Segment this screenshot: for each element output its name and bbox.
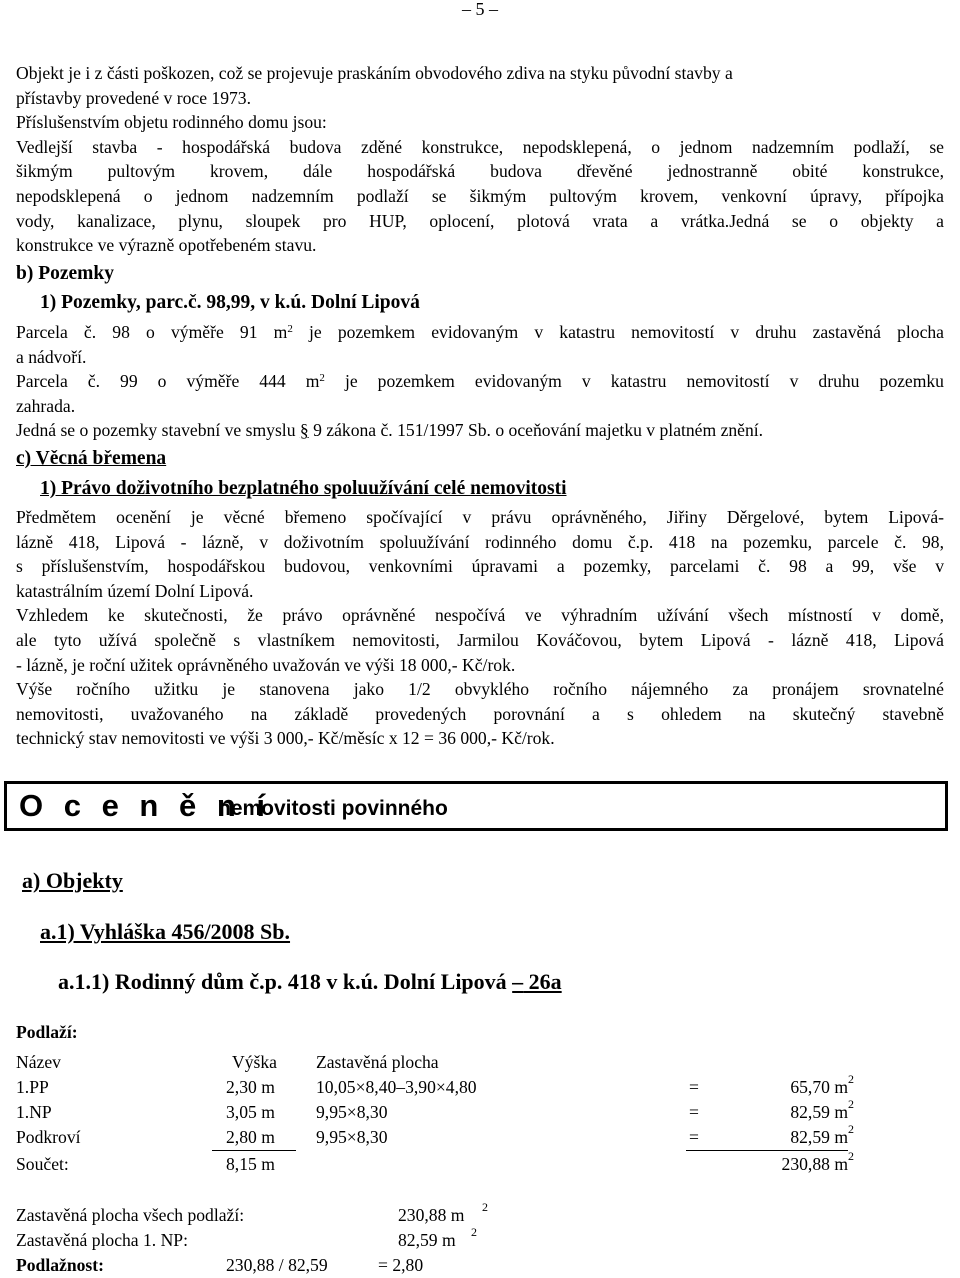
house-code: 26a — [523, 969, 562, 994]
text-line: přístavby provedené v roce 1973. — [16, 87, 251, 108]
text-line: ale tyto užívá společně s vlastníkem nemovitosti, Jarmilou Kováčovou, bytem Lipová - lázně 418, Lipová — [16, 629, 944, 650]
floor-name: Podkroví — [16, 1127, 81, 1147]
floor-area: 65,70 m — [790, 1077, 848, 1097]
section-b-title: b) Pozemky — [16, 263, 115, 284]
floor-height: 2,80 m — [226, 1127, 275, 1147]
section-b-subtitle: 1) Pozemky, parc.č. 98,99, v k.ú. Dolní Lipová — [40, 292, 420, 313]
text-line: Vzhledem ke skutečnosti, že právo oprávněné nespočívá ve výhradním užívání všech místností v domě, — [16, 605, 944, 626]
text-line: nemovitosti, uvažovaného na základě provedených porovnání a s ohledem na skutečný stavebně — [16, 703, 944, 724]
floor-ratio-label: Podlažnost: — [16, 1255, 104, 1275]
text-line: s příslušenstvím, hospodářskou budovou, venkovními úpravami a pozemky, parcelami č. 98 a 99, vše v — [16, 556, 944, 577]
parcel-98-line-2: a nádvoří. — [16, 346, 87, 367]
header-height: Výška — [232, 1052, 277, 1072]
floor-calc: 10,05×8,40–3,90×4,80 — [316, 1077, 477, 1097]
superscript: 2 — [482, 1200, 488, 1214]
house-heading — [58, 969, 562, 995]
floor-eq: = — [689, 1127, 699, 1147]
floor-area: 82,59 m — [790, 1127, 848, 1147]
built-area-np-value: 82,59 m — [398, 1230, 456, 1250]
page-number: – 5 – — [462, 0, 498, 19]
parcel-98-line — [16, 320, 944, 345]
sum-divider — [686, 1150, 848, 1151]
text-line: technický stav nemovitosti ve výši 3 000,- Kč/měsíc x 12 = 36 000,- Kč/rok. — [16, 728, 555, 749]
parcel-99-line-2: zahrada. — [16, 395, 76, 416]
parcel-99-text-a: Parcela č. 99 o výměře 444 m — [16, 371, 320, 392]
accessories-label: Příslušenstvím objetu rodinného domu jsou: — [16, 112, 327, 133]
superscript: 2 — [848, 1149, 854, 1163]
valuation-heading-box — [4, 781, 948, 831]
text-line: Předmětem ocenění je věcné břemeno spočívající v právu oprávněného, Jiřiny Děrgelové, bytem Lipová- — [16, 507, 944, 527]
text-line: Vedlejší stavba - hospodářská budova zděné konstrukce, nepodsklepená, o jednom nadzemním podlaží, se — [16, 136, 944, 157]
sum-divider — [212, 1150, 296, 1151]
section-c-subtitle: 1) Právo doživotního bezplatného spoluužívání celé nemovitosti — [40, 478, 567, 499]
parcel-98-text-a: Parcela č. 98 o výměře 91 m — [16, 322, 288, 342]
header-area: Zastavěná plocha — [316, 1052, 439, 1072]
text-line: lázně 418, Lipová - lázně, v doživotním spoluužívání rodinného domu č.p. 418 na pozemku, parcele č. 98, — [16, 531, 944, 552]
house-dash: – — [512, 969, 524, 994]
floor-calc: 9,95×8,30 — [316, 1102, 388, 1122]
parcel-99-text-b: je pozemkem evidovaným v katastru nemovitostí v druhu pozemku — [324, 371, 944, 392]
superscript: 2 — [848, 1072, 854, 1086]
floors-label: Podlaží: — [16, 1022, 78, 1042]
header-name: Název — [16, 1052, 61, 1072]
text-line: nepodsklepená o jednom nadzemním podlaží se šikmým pultovým krovem, venkovní úpravy, přípojka — [16, 185, 944, 206]
law-line — [16, 418, 944, 443]
parcel-99-line — [16, 369, 944, 394]
easement-paragraph — [16, 505, 944, 751]
text-line: Objekt je i z části poškozen, což se projevuje praskáním obvodového zdiva na styku původní stavby a — [16, 63, 733, 83]
law-text-a: Jedná se o pozemky stavební ve smyslu — [16, 420, 300, 441]
sum-height: 8,15 m — [226, 1154, 275, 1174]
parcel-98-text-b: je pozemkem evidovaným v katastru nemovitostí v druhu zastavěná plocha — [292, 322, 944, 342]
valuation-subtitle: nemovitosti povinného — [218, 797, 448, 820]
decree-heading: a.1) Vyhláška 456/2008 Sb. — [40, 919, 291, 944]
text-line: katastrálním území Dolní Lipová. — [16, 580, 254, 601]
paragraph-sign: § — [299, 420, 309, 441]
floor-name: 1.PP — [16, 1077, 49, 1097]
sum-label: Součet: — [16, 1154, 69, 1174]
built-area-all-value: 230,88 m — [398, 1205, 465, 1225]
text-line: šikmým pultovým krovem, dále hospodářská budova dřevěné jednostranně obité konstrukce, — [16, 161, 944, 182]
floor-area: 82,59 m — [790, 1102, 848, 1122]
built-area-np-label: Zastavěná plocha 1. NP: — [16, 1230, 188, 1250]
objects-heading: a) Objekty — [22, 868, 123, 893]
superscript: 2 — [848, 1097, 854, 1111]
section-c-title: c) Věcná břemena — [16, 448, 167, 469]
superscript: 2 — [319, 372, 325, 385]
text-line: Výše ročního užitku je stanovena jako 1/2 obvyklého ročního nájemného za pronájem srovnatelné — [16, 679, 944, 700]
floor-ratio-result: = 2,80 — [378, 1255, 424, 1275]
intro-paragraph — [16, 61, 944, 258]
law-text-b: 9 zákona č. 151/1997 Sb. o oceňování majetku v platném znění. — [308, 420, 764, 441]
floor-name: 1.NP — [16, 1102, 52, 1122]
floor-calc: 9,95×8,30 — [316, 1127, 388, 1147]
superscript: 2 — [471, 1225, 477, 1239]
text-line: - lázně, je roční užitek oprávněného uvažován ve výši 18 000,- Kč/rok. — [16, 654, 516, 675]
floor-eq: = — [689, 1102, 699, 1122]
house-title: a.1.1) Rodinný dům č.p. 418 v k.ú. Dolní Lipová — [58, 969, 513, 994]
text-line: konstrukce ve výrazně opotřebeném stavu. — [16, 235, 317, 256]
valuation-title: O c e n ě n í — [19, 788, 271, 823]
sum-area: 230,88 m — [781, 1154, 848, 1174]
superscript: 2 — [287, 323, 293, 335]
floor-eq: = — [689, 1077, 699, 1097]
floor-ratio-calc: 230,88 / 82,59 — [226, 1255, 328, 1275]
superscript: 2 — [848, 1122, 854, 1136]
floor-height: 2,30 m — [226, 1077, 275, 1097]
floor-height: 3,05 m — [226, 1102, 275, 1122]
text-line: vody, kanalizace, plynu, sloupek pro HUP, oplocení, plotová vrata a vrátka.Jedná se o objekty a — [16, 210, 944, 231]
parcel-98-paragraph — [16, 320, 944, 443]
built-area-all-label: Zastavěná plocha všech podlaží: — [16, 1205, 245, 1225]
